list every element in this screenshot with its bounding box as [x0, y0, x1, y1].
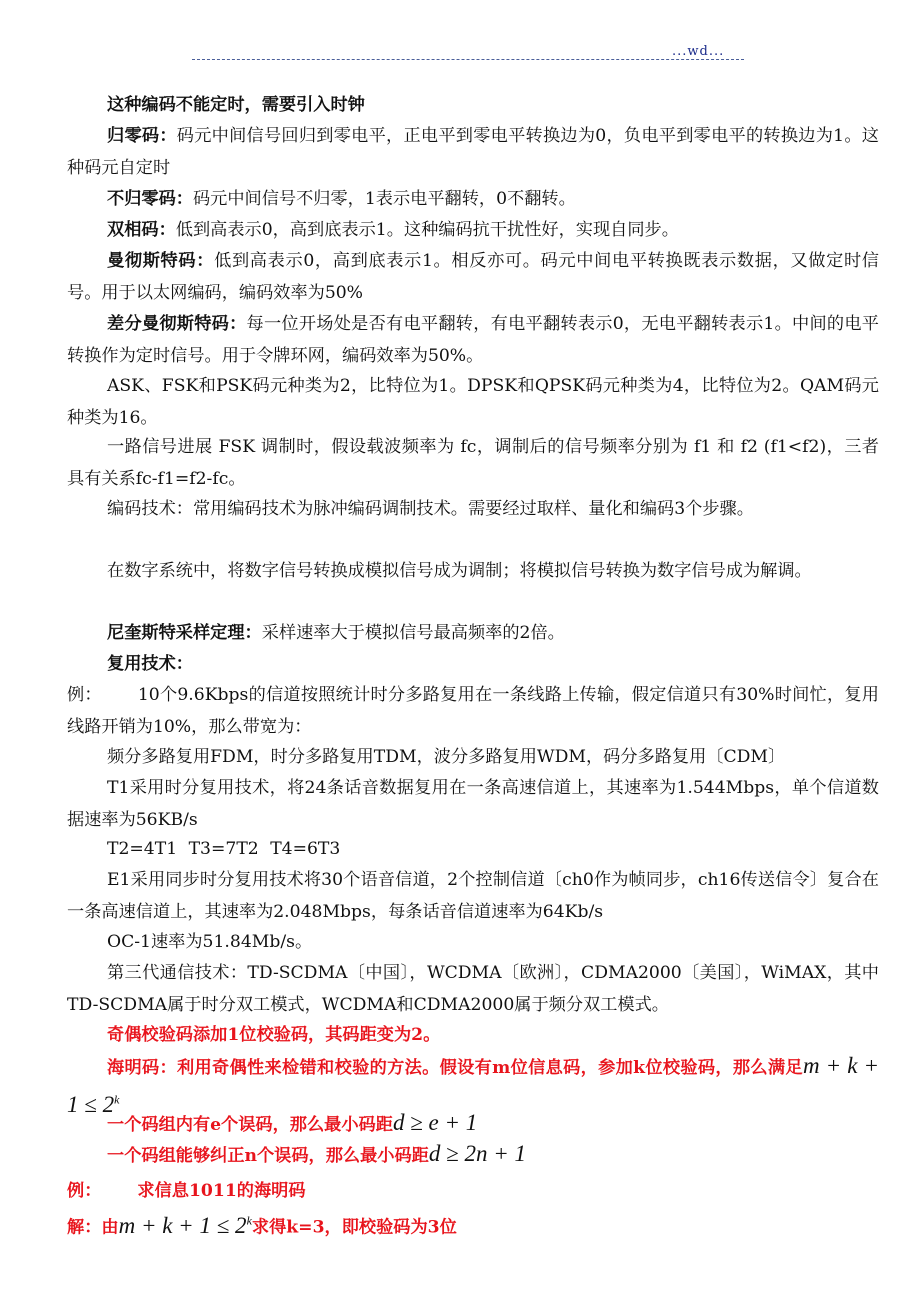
correct-formula: d ≥ 2n + 1 — [428, 1141, 527, 1166]
header-dashed-rule — [192, 59, 744, 60]
paragraph-nyquist: 尼奎斯特采样定理：采样速率大于模拟信号最高频率的2倍。 — [107, 623, 565, 643]
paragraph-parity: 奇偶校验码添加1位校验码，其码距变为2。 — [107, 1025, 441, 1045]
hamming-formula: $m + k + 1 \le 2^k$ — [67, 1053, 879, 1117]
paragraph-diff-manchester-code: 差分曼彻斯特码：每一位开场处是否有电平翻转，有电平翻转表示0，无电平翻转表示1。中间的电平转换作为定时信号。用于令牌环网，编码效率为50%。 — [67, 314, 879, 366]
header-text: ...wd... — [672, 44, 725, 59]
heading-multiplexing: 复用技术： — [107, 654, 193, 674]
paragraph-e1: E1采用同步时分复用技术将30个语音信道，2个控制信道〔ch0作为帧同步，ch16传送信令〕复合在一条高速信道上，其速率为2.048Mbps，每条话音信道速率为64Kb/s — [67, 870, 879, 922]
solution-formula: $m + k + 1 \le 2^k$ — [118, 1212, 252, 1238]
paragraph-multiplexing-types: 频分多路复用FDM，时分多路复用TDM，波分多路复用WDM，码分多路复用〔CDM〕 — [107, 747, 786, 767]
paragraph-nrz-code: 不归零码：码元中间信号不归零，1表示电平翻转，0不翻转。 — [107, 189, 576, 209]
paragraph-modulation-def: 在数字系统中，将数字信号转换成模拟信号成为调制；将模拟信号转换为数字信号成为解调。 — [107, 561, 812, 581]
paragraph-hamming: 海明码：利用奇偶性来检错和校验的方法。假设有m位信息码，参加k位校验码，那么满足$m + k + 1 \le 2^k$ — [67, 1053, 879, 1117]
paragraph-oc1: OC-1速率为51.84Mb/s。 — [107, 932, 313, 952]
paragraph-t1: T1采用时分复用技术，将24条话音数据复用在一条高速信道上，其速率为1.544Mbps，单个信道数据速率为56KB/s — [67, 778, 879, 830]
paragraph-modulation-types: ASK、FSK和PSK码元种类为2，比特位为1。DPSK和QPSK码元种类为4，比特位为2。QAM码元种类为16。 — [67, 376, 879, 428]
paragraph-fsk: 一路信号进展 FSK 调制时，假设载波频率为 fc，调制后的信号频率分别为 f1 和 f2 (f1<f2)，三者具有关系fc-f1=f2-fc。 — [67, 437, 879, 489]
paragraph-example-bandwidth: 例： 10个9.6Kbps的信道按照统计时分多路复用在一条线路上传输，假定信道只有30%时间忙，复用线路开销为10%，那么带宽为： — [67, 685, 879, 737]
paragraph-biphase-code: 双相码：低到高表示0，高到底表示1。这种编码抗干扰性好，实现自同步。 — [107, 220, 679, 240]
paragraph-correct-errors: 一个码组能够纠正n个误码，那么最小码距d ≥ 2n + 1 — [107, 1141, 527, 1166]
paragraph-solution: 解：由$m + k + 1 \le 2^k$求得k=3，即校验码为3位 — [67, 1212, 457, 1238]
paragraph-pcm: 编码技术：常用编码技术为脉冲编码调制技术。需要经过取样、量化和编码3个步骤。 — [107, 499, 754, 519]
paragraph-t-levels: T2=4T1 T3=7T2 T4=6T3 — [107, 839, 341, 859]
detect-formula: d ≥ e + 1 — [392, 1110, 478, 1135]
paragraph-detect-errors: 一个码组内有e个误码，那么最小码距d ≥ e + 1 — [107, 1110, 478, 1135]
paragraph-rz-code: 归零码：码元中间信号回归到零电平，正电平到零电平转换边为0，负电平到零电平的转换边为1。这种码元自定时 — [67, 126, 879, 178]
paragraph-example-hamming: 例： 求信息1011的海明码 — [67, 1181, 306, 1201]
paragraph-manchester-code: 曼彻斯特码：低到高表示0，高到底表示1。相反亦可。码元中间电平转换既表示数据，又做定时信号。用于以太网编码，编码效率为50% — [67, 251, 879, 303]
paragraph-clock-note: 这种编码不能定时，需要引入时钟 — [107, 95, 365, 115]
paragraph-3g: 第三代通信技术：TD-SCDMA〔中国〕，WCDMA〔欧洲〕，CDMA2000〔美国〕，WiMAX，其中TD-SCDMA属于时分双工模式，WCDMA和CDMA2000属于频分双工模式。 — [67, 963, 879, 1015]
term-rz: 归零码 — [107, 126, 160, 146]
